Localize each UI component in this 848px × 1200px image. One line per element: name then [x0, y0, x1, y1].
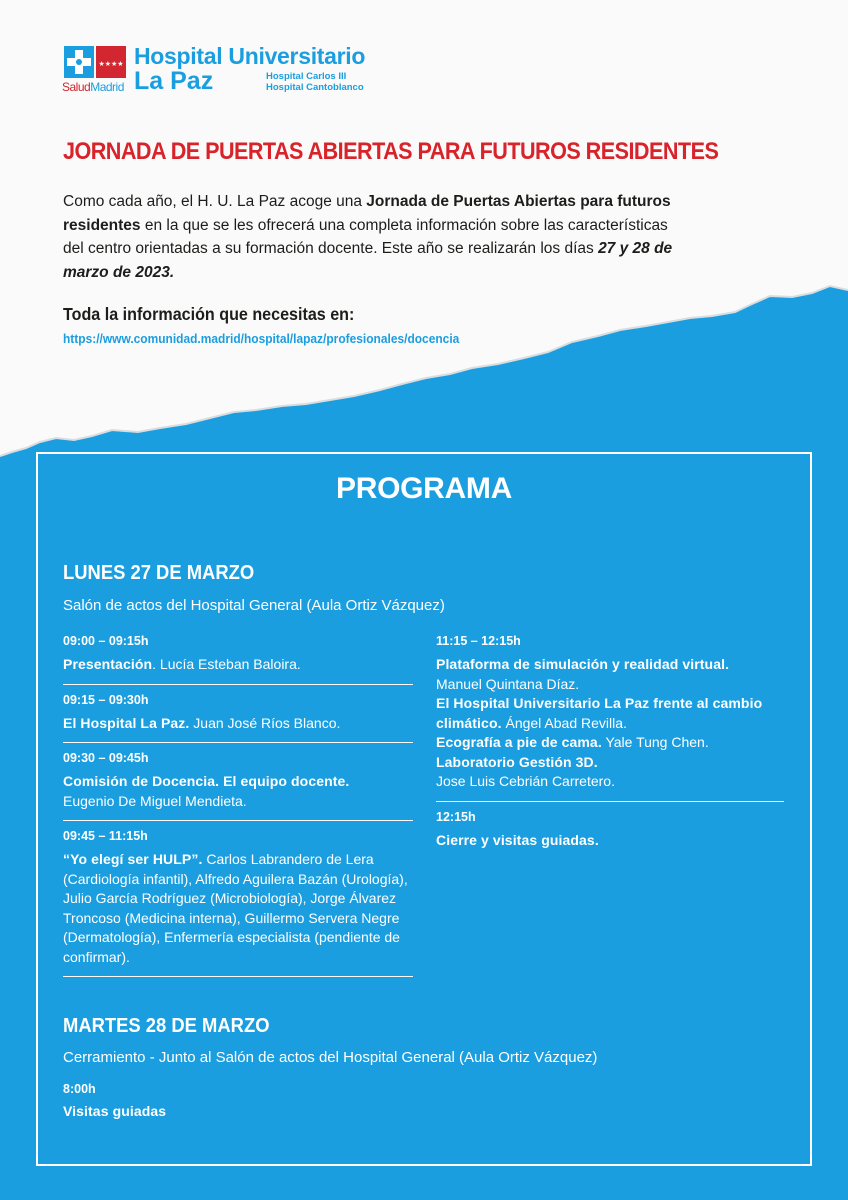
session-speaker: Jose Luis Cebrián Carretero.	[436, 773, 615, 789]
day2-activity-title: Visitas guiadas	[63, 1103, 167, 1119]
schedule-desc	[436, 831, 784, 851]
schedule-sep: .	[152, 656, 160, 672]
session-speaker: Yale Tung Chen.	[605, 734, 709, 750]
schedule-speaker: Eugenio De Miguel Mendieta.	[63, 792, 247, 809]
schedule-item	[436, 626, 784, 802]
schedule-desc	[63, 714, 413, 734]
intro-text-2: en la que se les ofrecerá una completa información sobre las características del centro orientadas a su formación docente. Este año se realizarán los días	[63, 216, 668, 257]
session-item	[436, 694, 784, 733]
schedule-title: “Yo elegí ser HULP”.	[63, 851, 203, 867]
session-item	[436, 733, 784, 753]
schedule-speaker: Juan José Ríos Blanco.	[193, 714, 341, 731]
schedule-time: 11:15 – 12:15h	[436, 634, 521, 648]
schedule-desc	[63, 772, 413, 811]
programa-title: PROGRAMA	[336, 472, 512, 505]
intro-paragraph	[63, 190, 673, 284]
session-speaker: Ángel Abad Revilla.	[505, 714, 627, 731]
schedule-item	[436, 802, 784, 860]
day2-time: 8:00h	[63, 1082, 96, 1096]
session-item	[436, 753, 784, 792]
flag-stars: ★★★★	[98, 61, 124, 68]
day1-title: LUNES 27 DE MARZO	[63, 562, 255, 584]
day1-right-column	[436, 626, 784, 859]
day1-venue: Salón de actos del Hospital General (Aula Ortiz Vázquez)	[63, 597, 445, 614]
madrid-flag-icon	[96, 46, 126, 78]
session-title: El Hospital Universitario La Paz frente al cambio climático.	[436, 695, 763, 731]
schedule-title: El Hospital La Paz.	[63, 714, 190, 731]
day1-left-column	[63, 626, 413, 977]
intro-dates: 27 y 28 de marzo de 2023.	[63, 240, 673, 281]
session-title: Plataforma de simulación y realidad virtual.	[436, 656, 730, 672]
info-label: Toda la información que necesitas en:	[63, 304, 355, 324]
intro-text-1: Como cada año, el H. U. La Paz acoge una	[63, 193, 367, 210]
schedule-title: Cierre y visitas guiadas.	[436, 831, 599, 848]
schedule-title: Presentación	[63, 656, 153, 672]
session-title: Ecografía a pie de cama.	[436, 734, 602, 750]
hospital-name-la-paz: La Paz	[134, 67, 214, 95]
schedule-speaker: Lucía Esteban Baloira.	[159, 656, 301, 672]
affiliate-cantoblanco: Hospital Cantoblanco	[266, 81, 364, 93]
session-title: Laboratorio Gestión 3D.	[436, 753, 598, 770]
schedule-time: 12:15h	[436, 809, 476, 824]
day2-activity	[63, 1102, 166, 1122]
session-item	[436, 655, 784, 694]
schedule-item	[63, 743, 413, 821]
hospital-affiliates	[266, 72, 364, 93]
affiliate-carlos-iii: Hospital Carlos III	[266, 71, 347, 82]
schedule-item	[63, 821, 413, 977]
intro-bold: Jornada de Puertas Abiertas para futuros residentes	[63, 193, 671, 234]
schedule-item	[63, 685, 413, 744]
madrid-text: Madrid	[90, 80, 124, 94]
schedule-time: 09:30 – 09:45h	[63, 751, 149, 765]
info-link[interactable]: https://www.comunidad.madrid/hospital/lapaz/profesionales/docencia	[63, 331, 460, 346]
salud-text: Salud	[62, 80, 91, 94]
day2-title: MARTES 28 DE MARZO	[63, 1015, 270, 1037]
schedule-desc	[63, 655, 413, 675]
schedule-time: 09:15 – 09:30h	[63, 692, 149, 707]
hospital-name: Hospital Universitario	[134, 43, 366, 69]
salud-madrid-cross-icon	[64, 46, 94, 78]
schedule-time: 09:45 – 11:15h	[63, 829, 148, 843]
day2-venue: Cerramiento - Junto al Salón de actos del Hospital General (Aula Ortiz Vázquez)	[63, 1049, 598, 1066]
schedule-desc	[436, 655, 784, 792]
page-title: JORNADA DE PUERTAS ABIERTAS PARA FUTUROS RESIDENTES	[63, 138, 719, 165]
salud-madrid-wordmark	[62, 80, 124, 94]
session-speaker: Manuel Quintana Díaz.	[436, 675, 580, 692]
schedule-time: 09:00 – 09:15h	[63, 634, 149, 648]
schedule-desc	[63, 850, 413, 967]
schedule-title: Comisión de Docencia. El equipo docente.	[63, 773, 350, 789]
schedule-item	[63, 626, 413, 685]
schedule-speaker: Carlos Labrandero de Lera (Cardiología infantil), Alfredo Aguilera Bazán (Urología), Julio García Rodríguez (Microbiología), Jorge Álvarez Troncoso (Medicina interna), Guillermo Servera Negre (Dermatología), Enfermería especialista (pendiente de confirmar).	[63, 851, 408, 965]
